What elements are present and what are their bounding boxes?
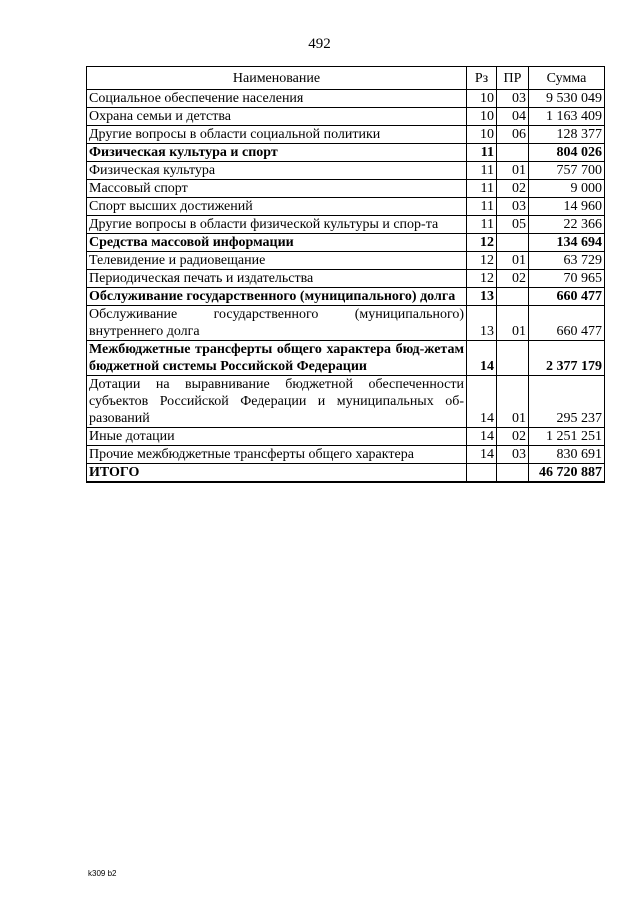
row-name: Дотации на выравнивание бюджетной обеспеченности субъектов Российской Федерации и муниципальных об-разований: [87, 376, 467, 428]
row-rz: 12: [467, 234, 497, 252]
table-header-row: [87, 67, 605, 90]
row-pr: 01: [497, 162, 529, 180]
row-name: Спорт высших достижений: [87, 198, 467, 216]
row-sum: 63 729: [529, 252, 605, 270]
row-rz: 11: [467, 162, 497, 180]
row-pr: 01: [497, 306, 529, 341]
row-name: Телевидение и радиовещание: [87, 252, 467, 270]
row-name: Иные дотации: [87, 428, 467, 446]
row-sum: 14 960: [529, 198, 605, 216]
row-pr: 02: [497, 180, 529, 198]
table-row: [87, 216, 605, 234]
row-sum: 1 163 409: [529, 108, 605, 126]
table-row: [87, 376, 605, 428]
row-rz: 11: [467, 198, 497, 216]
row-name: Обслуживание государственного (муниципального) долга: [87, 288, 467, 306]
table-row: [87, 270, 605, 288]
footer-code: k309 b2: [88, 869, 117, 878]
table-row: [87, 252, 605, 270]
row-name: Другие вопросы в области социальной политики: [87, 126, 467, 144]
row-pr: [497, 144, 529, 162]
header-name: Наименование: [87, 67, 467, 90]
row-rz: 14: [467, 428, 497, 446]
table-row: [87, 341, 605, 376]
row-name: Средства массовой информации: [87, 234, 467, 252]
row-name: Межбюджетные трансферты общего характера бюд-жетам бюджетной системы Российской Федерации: [87, 341, 467, 376]
row-name: Физическая культура: [87, 162, 467, 180]
row-pr: 03: [497, 446, 529, 464]
row-name: Охрана семьи и детства: [87, 108, 467, 126]
row-sum: 2 377 179: [529, 341, 605, 376]
row-name: Социальное обеспечение населения: [87, 90, 467, 108]
row-rz: 10: [467, 90, 497, 108]
total-rz: [467, 464, 497, 483]
row-rz: 12: [467, 270, 497, 288]
row-sum: 1 251 251: [529, 428, 605, 446]
row-sum: 134 694: [529, 234, 605, 252]
row-sum: 22 366: [529, 216, 605, 234]
row-sum: 660 477: [529, 306, 605, 341]
table-row: [87, 108, 605, 126]
row-sum: 804 026: [529, 144, 605, 162]
row-pr: 05: [497, 216, 529, 234]
row-sum: 295 237: [529, 376, 605, 428]
row-name: Физическая культура и спорт: [87, 144, 467, 162]
row-rz: 10: [467, 126, 497, 144]
page-number: 492: [308, 36, 331, 52]
total-sum: 46 720 887: [529, 464, 605, 483]
row-pr: [497, 288, 529, 306]
row-pr: 04: [497, 108, 529, 126]
row-sum: 9 530 049: [529, 90, 605, 108]
table-row: [87, 234, 605, 252]
row-rz: 13: [467, 288, 497, 306]
header-pr: ПР: [497, 67, 529, 90]
table-row: [87, 162, 605, 180]
row-name: Обслуживание государственного (муниципального) внутреннего долга: [87, 306, 467, 341]
total-pr: [497, 464, 529, 483]
table-row: [87, 198, 605, 216]
row-rz: 13: [467, 306, 497, 341]
row-sum: 128 377: [529, 126, 605, 144]
row-pr: 03: [497, 90, 529, 108]
row-sum: 660 477: [529, 288, 605, 306]
total-row: [87, 464, 605, 483]
row-rz: 11: [467, 180, 497, 198]
table-row: [87, 180, 605, 198]
row-sum: 9 000: [529, 180, 605, 198]
row-rz: 14: [467, 446, 497, 464]
table-row: [87, 428, 605, 446]
table-row: [87, 288, 605, 306]
total-label: ИТОГО: [87, 464, 467, 483]
row-pr: 01: [497, 252, 529, 270]
row-sum: 757 700: [529, 162, 605, 180]
row-pr: 06: [497, 126, 529, 144]
row-sum: 70 965: [529, 270, 605, 288]
table-row: [87, 446, 605, 464]
header-sum: Сумма: [529, 67, 605, 90]
table-row: [87, 126, 605, 144]
table-row: [87, 144, 605, 162]
row-pr: 02: [497, 270, 529, 288]
row-pr: [497, 234, 529, 252]
table-row: [87, 306, 605, 341]
row-rz: 12: [467, 252, 497, 270]
row-rz: 14: [467, 341, 497, 376]
header-rz: Рз: [467, 67, 497, 90]
row-rz: 11: [467, 216, 497, 234]
budget-table: [86, 66, 605, 483]
row-name: Периодическая печать и издательства: [87, 270, 467, 288]
row-name: Другие вопросы в области физической культуры и спор-та: [87, 216, 467, 234]
table-row: [87, 90, 605, 108]
row-pr: 01: [497, 376, 529, 428]
row-rz: 14: [467, 376, 497, 428]
row-rz: 11: [467, 144, 497, 162]
row-pr: 03: [497, 198, 529, 216]
row-name: Массовый спорт: [87, 180, 467, 198]
row-rz: 10: [467, 108, 497, 126]
row-name: Прочие межбюджетные трансферты общего характера: [87, 446, 467, 464]
row-pr: [497, 341, 529, 376]
row-pr: 02: [497, 428, 529, 446]
row-sum: 830 691: [529, 446, 605, 464]
